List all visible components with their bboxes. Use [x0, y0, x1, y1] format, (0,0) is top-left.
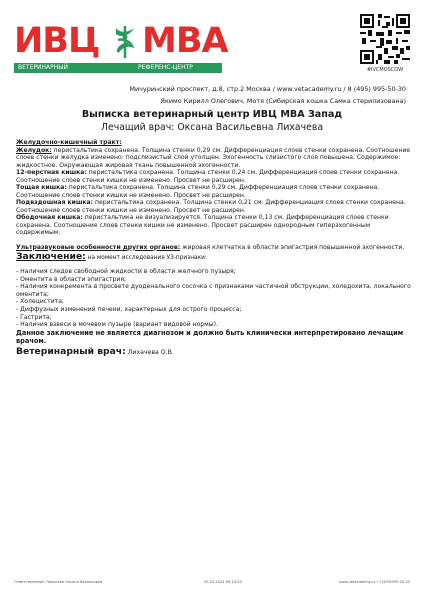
stomach-label: Желудок: [16, 146, 52, 154]
duodenum-label: 12-перстная кишка: [16, 169, 87, 176]
footer-responsible: Ответственный: Лихачева Оксана Васильевна [14, 580, 103, 584]
signature-heading: Ветеринарный врач: [16, 345, 126, 357]
conclusion-list [16, 268, 412, 329]
conclusion-item: - Оментита в области эпигастрия; [16, 275, 127, 283]
signature-name: Лихачева О.В. [125, 348, 174, 356]
footer-contacts: www.vetacademy.ru +7(495)995-50-30 [339, 580, 410, 584]
ileum-label: Подвздошная кишка: [16, 199, 94, 206]
attending-doctor: Лечащий врач: Оксана Васильевна Лихачева [100, 122, 324, 133]
logo-text-left: ИВЦ [14, 21, 100, 61]
colon-label: Ободочная кишка: [16, 214, 83, 221]
gi-jejunum [16, 184, 412, 199]
clinic-logo [14, 22, 234, 72]
other-organs-label: Ультразвуковые особенности других органов: [16, 243, 181, 251]
patient-owner-line: Якимо Кирилл Олегович, Мотя (Сибирская кошка Самка стерилизована) [160, 97, 406, 105]
logo-tagline-right: РЕФЕРЕНС-ЦЕНТР [138, 64, 193, 71]
caduceus-icon [108, 24, 142, 60]
document-body [16, 139, 412, 359]
qr-code-icon[interactable] [360, 14, 410, 64]
qr-caption: #IVCMOSCOW [366, 67, 404, 73]
conclusion-item: - Диффузных изменений печени, характерных для острого процесса; [16, 305, 242, 313]
conclusion-item: - Наличия следов свободной жидкости в области желчного пузыря; [16, 268, 236, 275]
signature-line [16, 346, 412, 359]
logo-text-right: МВА [142, 21, 228, 61]
disclaimer: Данное заключение не является диагнозом и должно быть клинически интерпретировано лечащим врачом. [16, 328, 404, 346]
stomach-text: перистальтика сохранена. Толщина стенки 0,29 см. Дифференциация слоев стенки сохранена. Соотношение слоев стенки желудка изменено: подслизистый слой утолщен. Эхогенность слизистого слоя повышена. Содержимое: жидкостное. Окружающая жировая ткань повышенной эхогенности. [16, 146, 411, 169]
other-organs-text: жировая клетчатка в области эпигастрия повышенной эхогенности. [180, 243, 405, 251]
jejunum-text: перистальтика сохранена. Толщина стенки 0,29 см. Дифференциация слоев стенки сохранена. Соотношение слоев стенки кишки не изменено. Просвет не расширен. [16, 184, 380, 199]
conclusion-intro: на момент исследования УЗ-признаки: [85, 255, 207, 261]
conclusion-item: - Холецистита; [16, 298, 64, 306]
duodenum-text: перистальтика сохранена. Толщина стенки 0,24 см. Дифференциация слоев стенки сохранена. Соотношение слоев стенки кишки не изменено. Просвет не расширен. [16, 169, 400, 184]
conclusion-line [16, 251, 412, 264]
footer-date: 09.01.2024 09:13:00 [204, 580, 242, 584]
ileum-text: перистальтика сохранена. Толщина стенки 0,21 см. Дифференциация слоев стенки сохранена. Соотношение слоев стенки кишки не изменено. Просвет не расширен. [16, 199, 406, 214]
gi-heading: Желудочно-кишечный тракт: [16, 139, 122, 146]
conclusion-heading: Заключение: [16, 251, 86, 262]
conclusion-item: - Гастрита; [16, 313, 52, 321]
logo-tagline-bar [14, 63, 222, 73]
other-organs [16, 244, 412, 252]
logo-tagline-left: ВЕТЕРИНАРНЫЙ [18, 64, 68, 71]
document-title: Выписка ветеринарный центр ИВЦ МВА Запад [81, 109, 343, 120]
clinic-address: Мичуринский проспект, д.8, стр.2 Москва / www.vetacademy.ru / 8 (495) 995-50-30 [129, 85, 406, 93]
gi-ileum [16, 199, 412, 214]
conclusion-item: - Наличия взвеси в мочевом пузыре (вариант видовой нормы). [16, 321, 218, 329]
gi-duodenum [16, 169, 412, 184]
gi-colon [16, 214, 412, 237]
gi-stomach [16, 147, 412, 170]
colon-text: перистальтика не визуализируется. Толщина стенки 0,13 см. Дифференциация слоев стенки сохранена. Соотношение слоев стенки кишки не изменено. Просвет расширен однородным гиперэхогенным содержимым. [16, 214, 389, 236]
conclusion-item: - Наличия конкремента в просвете дуоденального сосочка с признаками частичной обструкции, холедохита, локального оментита; [16, 283, 411, 298]
jejunum-label: Тощая кишка: [16, 184, 67, 191]
